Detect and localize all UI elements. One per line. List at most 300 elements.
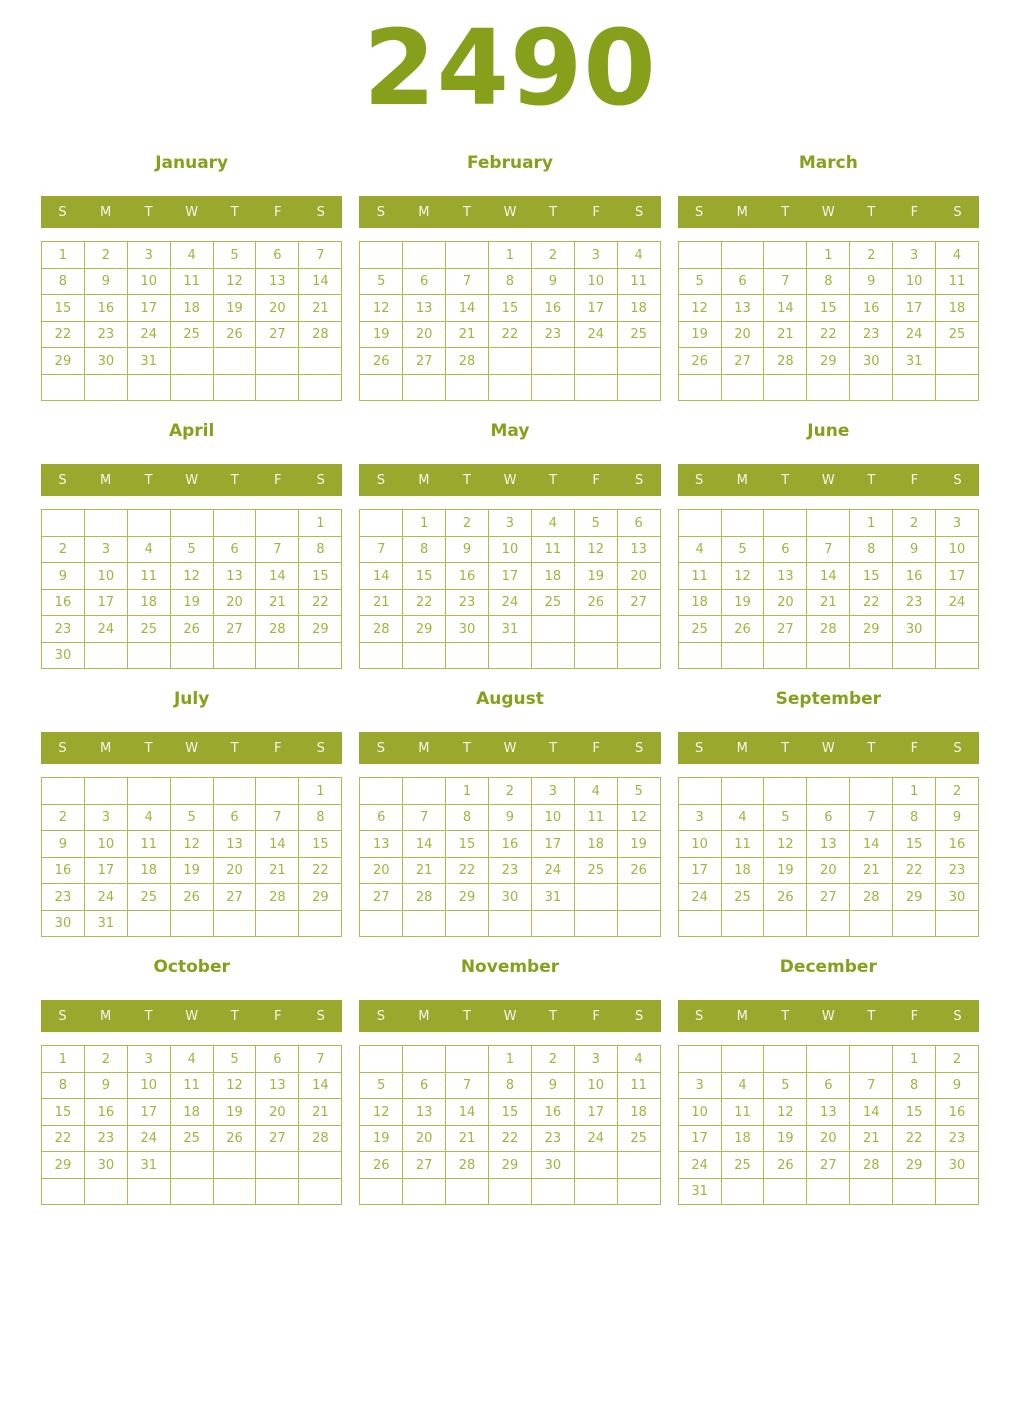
- day-cell: 14: [446, 295, 489, 322]
- weekday-label: W: [503, 472, 517, 488]
- day-cell: 23: [84, 1125, 127, 1152]
- day-cell: 13: [721, 295, 764, 322]
- week-row: [678, 295, 978, 322]
- day-cell: 6: [764, 536, 807, 563]
- weekday-label: F: [274, 1008, 282, 1024]
- week-row: [42, 857, 342, 884]
- week-row: [678, 1178, 978, 1205]
- day-cell: 3: [893, 242, 936, 269]
- day-cell: 1: [893, 1046, 936, 1073]
- weekday-label: T: [230, 204, 239, 220]
- weekday-label: T: [462, 740, 471, 756]
- weekday-label: T: [144, 472, 153, 488]
- weekday-label: T: [462, 1008, 471, 1024]
- empty-cell: [531, 1178, 574, 1205]
- empty-cell: [256, 910, 299, 937]
- empty-cell: [617, 348, 660, 375]
- month-december: [678, 956, 979, 1205]
- day-cell: 2: [446, 510, 489, 537]
- empty-cell: [84, 1178, 127, 1205]
- empty-cell: [721, 510, 764, 537]
- month-day-grid: [359, 1045, 660, 1205]
- day-cell: 20: [213, 857, 256, 884]
- empty-cell: [360, 1178, 403, 1205]
- weekday-label: W: [821, 204, 835, 220]
- day-cell: 11: [170, 1072, 213, 1099]
- day-cell: 4: [617, 242, 660, 269]
- day-cell: 31: [893, 348, 936, 375]
- day-cell: 21: [256, 589, 299, 616]
- day-cell: 7: [360, 536, 403, 563]
- weekday-label: M: [736, 472, 748, 488]
- empty-cell: [360, 910, 403, 937]
- month-title: December: [779, 957, 877, 978]
- day-cell: 3: [936, 510, 979, 537]
- day-cell: 22: [42, 1125, 85, 1152]
- empty-cell: [403, 642, 446, 669]
- day-cell: 18: [678, 589, 721, 616]
- weekday-label: F: [592, 740, 600, 756]
- empty-cell: [213, 642, 256, 669]
- day-cell: 30: [936, 1152, 979, 1179]
- empty-cell: [893, 910, 936, 937]
- empty-cell: [936, 616, 979, 643]
- week-row: [678, 642, 978, 669]
- day-cell: 25: [574, 857, 617, 884]
- week-row: [360, 1072, 660, 1099]
- day-cell: 11: [617, 268, 660, 295]
- empty-cell: [936, 1178, 979, 1205]
- day-cell: 23: [42, 884, 85, 911]
- day-cell: 27: [256, 1125, 299, 1152]
- empty-cell: [42, 374, 85, 401]
- day-cell: 8: [893, 804, 936, 831]
- day-cell: 2: [42, 536, 85, 563]
- week-row: [360, 510, 660, 537]
- weekday-label: T: [462, 472, 471, 488]
- empty-cell: [936, 642, 979, 669]
- empty-cell: [446, 642, 489, 669]
- day-cell: 8: [446, 804, 489, 831]
- weekday-label: T: [781, 472, 790, 488]
- week-row: [678, 563, 978, 590]
- empty-cell: [170, 348, 213, 375]
- day-cell: 20: [807, 1125, 850, 1152]
- weekday-label: S: [316, 472, 325, 488]
- day-cell: 20: [256, 295, 299, 322]
- day-cell: 7: [850, 1072, 893, 1099]
- day-cell: 22: [446, 857, 489, 884]
- empty-cell: [807, 778, 850, 805]
- day-cell: 2: [42, 804, 85, 831]
- weekday-label: T: [144, 740, 153, 756]
- day-cell: 3: [127, 1046, 170, 1073]
- day-cell: 18: [936, 295, 979, 322]
- day-cell: 16: [42, 589, 85, 616]
- day-cell: 4: [617, 1046, 660, 1073]
- day-cell: 1: [42, 1046, 85, 1073]
- day-cell: 19: [170, 589, 213, 616]
- day-cell: 21: [446, 1125, 489, 1152]
- month-may: [359, 420, 660, 669]
- day-cell: 24: [531, 857, 574, 884]
- day-cell: 2: [936, 1046, 979, 1073]
- day-cell: 11: [170, 268, 213, 295]
- day-cell: 17: [574, 1099, 617, 1126]
- weekday-label: W: [503, 740, 517, 756]
- day-cell: 26: [213, 1125, 256, 1152]
- empty-cell: [678, 1046, 721, 1073]
- month-july: [41, 688, 342, 937]
- day-cell: 6: [213, 536, 256, 563]
- empty-cell: [213, 374, 256, 401]
- week-row: [678, 1072, 978, 1099]
- week-row: [42, 616, 342, 643]
- day-cell: 26: [678, 348, 721, 375]
- day-cell: 27: [807, 1152, 850, 1179]
- day-cell: 19: [764, 1125, 807, 1152]
- week-row: [678, 510, 978, 537]
- day-cell: 7: [256, 536, 299, 563]
- month-title: October: [153, 957, 230, 978]
- day-cell: 31: [127, 1152, 170, 1179]
- weekday-label: S: [695, 204, 704, 220]
- week-row: [360, 857, 660, 884]
- empty-cell: [170, 1152, 213, 1179]
- day-cell: 10: [574, 1072, 617, 1099]
- empty-cell: [299, 1152, 342, 1179]
- day-cell: 16: [531, 295, 574, 322]
- day-cell: 2: [531, 242, 574, 269]
- day-cell: 19: [360, 321, 403, 348]
- weekday-label: S: [376, 740, 385, 756]
- day-cell: 3: [678, 1072, 721, 1099]
- day-cell: 8: [403, 536, 446, 563]
- empty-cell: [721, 642, 764, 669]
- day-cell: 31: [127, 348, 170, 375]
- day-cell: 13: [256, 1072, 299, 1099]
- day-cell: 8: [299, 804, 342, 831]
- day-cell: 29: [850, 616, 893, 643]
- empty-cell: [256, 1152, 299, 1179]
- day-cell: 7: [256, 804, 299, 831]
- month-november: [359, 956, 660, 1205]
- day-cell: 16: [936, 1099, 979, 1126]
- month-day-grid: [41, 1045, 342, 1205]
- day-cell: 21: [299, 295, 342, 322]
- day-cell: 5: [574, 510, 617, 537]
- day-cell: 27: [256, 321, 299, 348]
- day-cell: 22: [893, 857, 936, 884]
- week-row: [42, 910, 342, 937]
- day-cell: 12: [617, 804, 660, 831]
- empty-cell: [256, 1178, 299, 1205]
- empty-cell: [213, 778, 256, 805]
- weekday-label: S: [376, 1008, 385, 1024]
- day-cell: 26: [360, 348, 403, 375]
- month-title: July: [173, 689, 210, 710]
- empty-cell: [850, 910, 893, 937]
- empty-cell: [213, 1178, 256, 1205]
- day-cell: 1: [299, 510, 342, 537]
- day-cell: 20: [403, 1125, 446, 1152]
- day-cell: 15: [489, 295, 532, 322]
- week-row: [360, 1125, 660, 1152]
- day-cell: 25: [617, 1125, 660, 1152]
- day-cell: 21: [850, 857, 893, 884]
- day-cell: 21: [256, 857, 299, 884]
- day-cell: 15: [42, 295, 85, 322]
- day-cell: 11: [721, 1099, 764, 1126]
- empty-cell: [617, 374, 660, 401]
- weekday-header-row: [41, 196, 342, 228]
- week-row: [42, 268, 342, 295]
- empty-cell: [170, 642, 213, 669]
- week-row: [42, 374, 342, 401]
- day-cell: 4: [531, 510, 574, 537]
- day-cell: 2: [489, 778, 532, 805]
- empty-cell: [893, 642, 936, 669]
- day-cell: 29: [42, 1152, 85, 1179]
- day-cell: 1: [403, 510, 446, 537]
- day-cell: 17: [678, 857, 721, 884]
- day-cell: 19: [721, 589, 764, 616]
- day-cell: 17: [678, 1125, 721, 1152]
- day-cell: 25: [531, 589, 574, 616]
- day-cell: 21: [403, 857, 446, 884]
- weekday-label: W: [503, 204, 517, 220]
- day-cell: 30: [936, 884, 979, 911]
- day-cell: 24: [936, 589, 979, 616]
- day-cell: 9: [446, 536, 489, 563]
- empty-cell: [850, 778, 893, 805]
- day-cell: 21: [299, 1099, 342, 1126]
- day-cell: 12: [721, 563, 764, 590]
- week-row: [42, 536, 342, 563]
- day-cell: 19: [213, 295, 256, 322]
- day-cell: 7: [850, 804, 893, 831]
- month-title: April: [168, 421, 215, 442]
- month-day-grid: [678, 777, 979, 937]
- empty-cell: [170, 1178, 213, 1205]
- day-cell: 24: [893, 321, 936, 348]
- weekday-label: M: [418, 740, 430, 756]
- empty-cell: [617, 910, 660, 937]
- day-cell: 22: [807, 321, 850, 348]
- day-cell: 18: [170, 1099, 213, 1126]
- weekday-label: F: [910, 740, 919, 756]
- day-cell: 8: [42, 1072, 85, 1099]
- week-row: [360, 884, 660, 911]
- day-cell: 15: [299, 831, 342, 858]
- day-cell: 11: [531, 536, 574, 563]
- day-cell: 19: [617, 831, 660, 858]
- day-cell: 9: [531, 1072, 574, 1099]
- day-cell: 30: [42, 642, 85, 669]
- week-row: [360, 268, 660, 295]
- day-cell: 28: [850, 884, 893, 911]
- weekday-label: M: [736, 740, 748, 756]
- day-cell: 3: [678, 804, 721, 831]
- empty-cell: [893, 374, 936, 401]
- day-cell: 6: [807, 804, 850, 831]
- day-cell: 13: [617, 536, 660, 563]
- day-cell: 7: [299, 242, 342, 269]
- day-cell: 18: [531, 563, 574, 590]
- day-cell: 18: [617, 1099, 660, 1126]
- month-day-grid: [359, 509, 660, 669]
- empty-cell: [721, 1178, 764, 1205]
- empty-cell: [127, 374, 170, 401]
- month-title: June: [807, 421, 850, 442]
- empty-cell: [403, 1178, 446, 1205]
- empty-cell: [84, 642, 127, 669]
- empty-cell: [360, 242, 403, 269]
- empty-cell: [403, 910, 446, 937]
- day-cell: 14: [807, 563, 850, 590]
- day-cell: 25: [721, 1152, 764, 1179]
- weekday-label: M: [99, 472, 112, 488]
- weekday-label: T: [867, 472, 876, 488]
- empty-cell: [721, 374, 764, 401]
- day-cell: 8: [42, 268, 85, 295]
- weekday-label: M: [99, 740, 112, 756]
- day-cell: 3: [84, 804, 127, 831]
- empty-cell: [531, 348, 574, 375]
- empty-cell: [170, 510, 213, 537]
- day-cell: 17: [489, 563, 532, 590]
- empty-cell: [213, 1152, 256, 1179]
- empty-cell: [936, 348, 979, 375]
- weekday-label: M: [99, 1008, 112, 1024]
- day-cell: 12: [360, 1099, 403, 1126]
- day-cell: 30: [893, 616, 936, 643]
- day-cell: 9: [936, 1072, 979, 1099]
- month-february: [359, 152, 660, 401]
- empty-cell: [764, 910, 807, 937]
- week-row: [42, 1099, 342, 1126]
- day-cell: 6: [403, 1072, 446, 1099]
- week-row: [42, 1178, 342, 1205]
- week-row: [678, 616, 978, 643]
- day-cell: 9: [42, 831, 85, 858]
- day-cell: 18: [574, 831, 617, 858]
- weekday-label: W: [185, 740, 199, 756]
- weekday-label: T: [867, 740, 876, 756]
- month-march: [678, 152, 979, 401]
- empty-cell: [617, 1178, 660, 1205]
- week-row: [360, 616, 660, 643]
- month-title: March: [798, 153, 858, 174]
- day-cell: 5: [170, 536, 213, 563]
- week-row: [360, 1099, 660, 1126]
- empty-cell: [807, 642, 850, 669]
- empty-cell: [256, 374, 299, 401]
- month-title: August: [476, 689, 544, 710]
- day-cell: 24: [574, 321, 617, 348]
- week-row: [678, 1099, 978, 1126]
- day-cell: 30: [446, 616, 489, 643]
- weekday-label: S: [695, 472, 704, 488]
- day-cell: 11: [617, 1072, 660, 1099]
- day-cell: 18: [127, 857, 170, 884]
- day-cell: 26: [170, 884, 213, 911]
- day-cell: 12: [213, 1072, 256, 1099]
- day-cell: 20: [213, 589, 256, 616]
- empty-cell: [617, 616, 660, 643]
- day-cell: 7: [764, 268, 807, 295]
- week-row: [42, 1152, 342, 1179]
- day-cell: 30: [42, 910, 85, 937]
- weekday-label: F: [592, 204, 600, 220]
- day-cell: 26: [213, 321, 256, 348]
- empty-cell: [213, 348, 256, 375]
- empty-cell: [574, 1178, 617, 1205]
- weekday-label: S: [635, 1008, 644, 1024]
- day-cell: 25: [617, 321, 660, 348]
- day-cell: 28: [446, 348, 489, 375]
- day-cell: 20: [764, 589, 807, 616]
- day-cell: 19: [213, 1099, 256, 1126]
- day-cell: 10: [489, 536, 532, 563]
- day-cell: 1: [299, 778, 342, 805]
- weekday-label: M: [418, 1008, 430, 1024]
- day-cell: 19: [574, 563, 617, 590]
- day-cell: 21: [850, 1125, 893, 1152]
- day-cell: 14: [850, 831, 893, 858]
- empty-cell: [936, 374, 979, 401]
- day-cell: 27: [403, 348, 446, 375]
- day-cell: 4: [678, 536, 721, 563]
- day-cell: 4: [170, 1046, 213, 1073]
- day-cell: 23: [850, 321, 893, 348]
- empty-cell: [721, 910, 764, 937]
- weekday-label: W: [185, 1008, 199, 1024]
- week-row: [678, 348, 978, 375]
- empty-cell: [850, 1178, 893, 1205]
- empty-cell: [299, 348, 342, 375]
- empty-cell: [403, 242, 446, 269]
- day-cell: 9: [893, 536, 936, 563]
- week-row: [42, 321, 342, 348]
- week-row: [678, 831, 978, 858]
- weekday-header-row: [359, 196, 660, 228]
- empty-cell: [299, 910, 342, 937]
- day-cell: 13: [256, 268, 299, 295]
- day-cell: 16: [84, 1099, 127, 1126]
- day-cell: 5: [617, 778, 660, 805]
- day-cell: 19: [170, 857, 213, 884]
- day-cell: 23: [936, 857, 979, 884]
- weekday-label: S: [316, 740, 325, 756]
- day-cell: 10: [574, 268, 617, 295]
- week-row: [360, 1178, 660, 1205]
- weekday-label: W: [821, 1008, 835, 1024]
- week-row: [42, 804, 342, 831]
- week-row: [42, 295, 342, 322]
- day-cell: 21: [360, 589, 403, 616]
- day-cell: 17: [127, 1099, 170, 1126]
- day-cell: 31: [489, 616, 532, 643]
- day-cell: 4: [574, 778, 617, 805]
- weekday-label: S: [953, 740, 962, 756]
- day-cell: 7: [446, 268, 489, 295]
- week-row: [360, 831, 660, 858]
- week-row: [42, 510, 342, 537]
- day-cell: 13: [807, 1099, 850, 1126]
- weekday-label: W: [185, 472, 199, 488]
- day-cell: 9: [531, 268, 574, 295]
